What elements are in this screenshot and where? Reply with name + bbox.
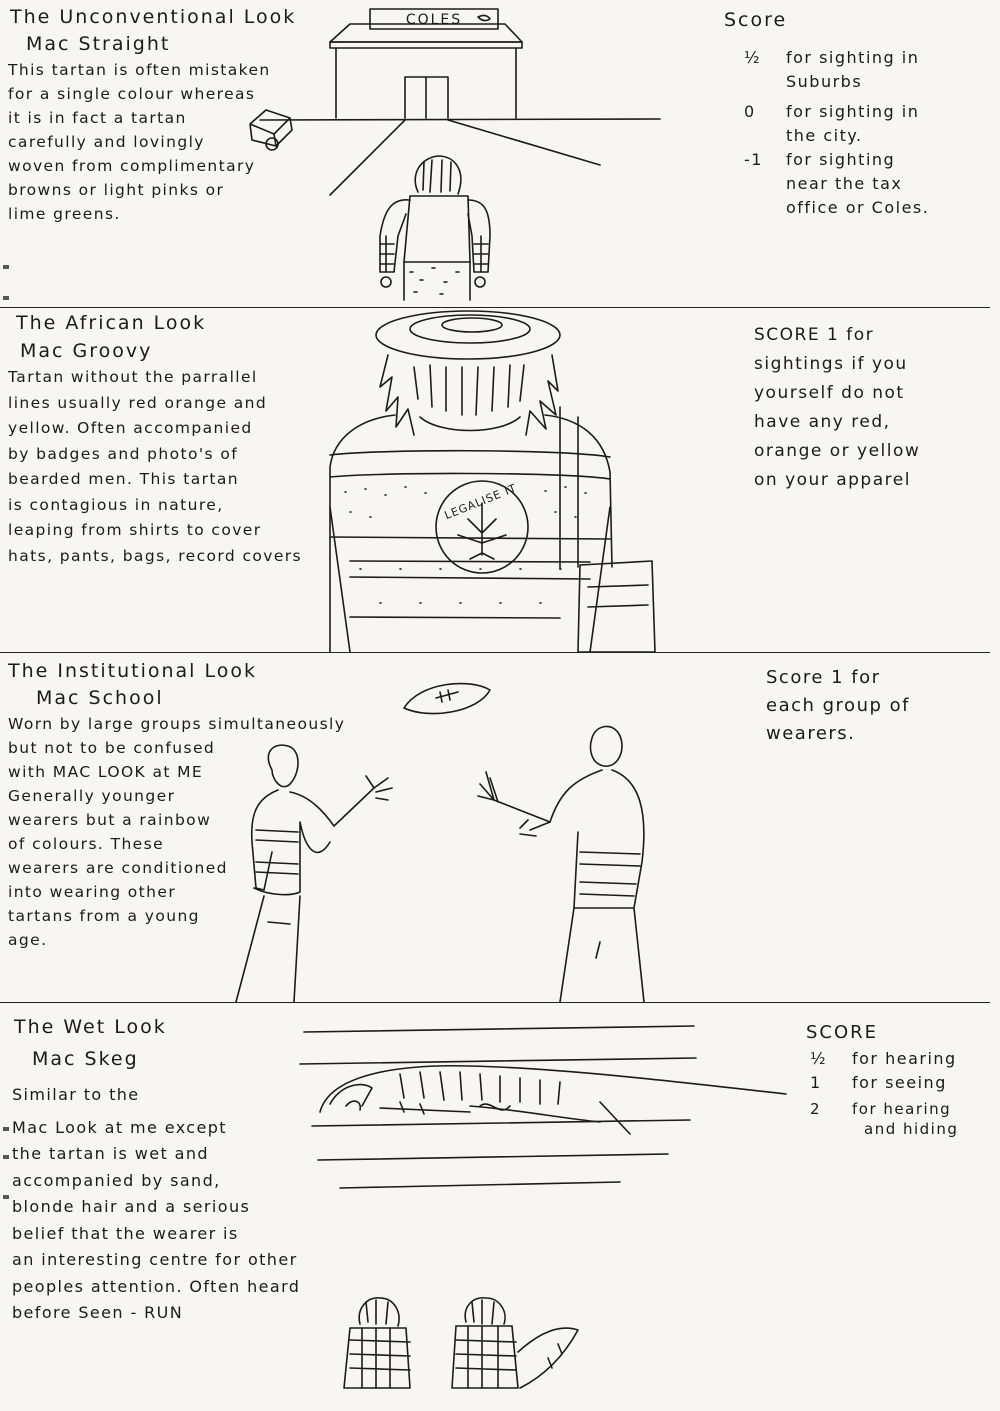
description-line: tartans from a young <box>8 907 200 925</box>
badge-text: LEGALISE IT <box>442 481 519 523</box>
score-text-line: for sighting in <box>786 102 920 121</box>
description-line: into wearing other <box>8 883 177 901</box>
description-line: Similar to the <box>12 1085 140 1104</box>
score-list <box>810 1047 990 1139</box>
panel-subtitle: Mac Groovy <box>20 340 153 362</box>
score-text-line: SCORE 1 for <box>754 325 875 345</box>
score-text-line: each group of <box>766 695 910 716</box>
description-line: wearers are conditioned <box>8 859 228 877</box>
description-line: by badges and photo's of <box>8 444 239 463</box>
description-line: yellow. Often accompanied <box>8 419 253 437</box>
score-list <box>766 664 986 748</box>
score-value: -1 <box>744 150 763 169</box>
score-item <box>744 100 984 148</box>
score-list <box>744 46 984 220</box>
score-text-line: for sighting <box>786 150 896 169</box>
description-line: age. <box>8 931 48 949</box>
score-text-line: sightings if you <box>754 354 908 374</box>
description-line: hats, pants, bags, record covers <box>8 546 303 565</box>
groovy-person-illustration <box>0 307 700 652</box>
panel-title: The Wet Look <box>14 1016 167 1038</box>
score-text-line: and hiding <box>864 1120 959 1138</box>
description-line: the tartan is wet and <box>12 1144 209 1163</box>
description-line: carefully and lovingly <box>8 133 205 151</box>
panel-wet-look <box>0 1002 1000 1411</box>
score-text-line: for hearing <box>852 1100 952 1118</box>
score-value: ½ <box>810 1049 828 1068</box>
score-text-line: orange or yellow <box>754 441 921 461</box>
panel-african-look <box>0 307 1000 652</box>
coles-store-illustration <box>0 0 700 307</box>
score-heading: Score <box>724 9 788 31</box>
description-line: wearers but a rainbow <box>8 811 212 829</box>
description-line: leaping from shirts to cover <box>8 521 262 539</box>
score-item <box>744 46 984 94</box>
score-value: ½ <box>744 48 762 67</box>
score-text-line: Suburbs <box>786 72 863 91</box>
description-line: an interesting centre for other <box>12 1250 298 1269</box>
score-text-line: yourself do not <box>754 383 905 403</box>
description-line: it is in fact a tartan <box>8 109 187 127</box>
panel-subtitle: Mac School <box>36 687 164 709</box>
score-text-line: the city. <box>786 126 863 145</box>
description-line: bearded men. This tartan <box>8 470 239 488</box>
score-item <box>810 1099 990 1139</box>
score-value: 1 <box>810 1073 822 1092</box>
description-line: Mac Look at me except <box>12 1117 227 1137</box>
coles-sign-text: COLES <box>405 12 463 28</box>
description-line: Worn by large groups simultaneously <box>8 715 346 733</box>
panel-title: The African Look <box>16 312 207 334</box>
score-text-line: for seeing <box>852 1073 947 1092</box>
score-text-line: near the tax <box>786 174 903 193</box>
score-item <box>744 148 984 220</box>
score-value: 0 <box>744 102 756 121</box>
score-text-line: on your apparel <box>754 470 911 490</box>
description-line: is contagious in nature, <box>8 495 224 514</box>
description-line: before Seen - RUN <box>12 1303 184 1322</box>
description-line: of colours. These <box>8 835 165 853</box>
score-text-line: Score 1 for <box>766 667 881 688</box>
description-line: but not to be confused <box>8 739 216 757</box>
score-text-line: have any red, <box>754 412 891 432</box>
score-heading: SCORE <box>806 1022 879 1043</box>
score-text-line: office or Coles. <box>786 198 930 217</box>
score-value: 2 <box>810 1100 822 1118</box>
score-text-line: for hearing <box>852 1049 957 1068</box>
score-item <box>810 1047 990 1071</box>
panel-title: The Institutional Look <box>8 660 258 682</box>
score-text-line: wearers. <box>766 723 856 744</box>
description-line: lime greens. <box>8 205 121 223</box>
description-line: woven from complimentary <box>8 157 256 175</box>
description-line: Tartan without the parrallel <box>8 368 258 386</box>
panel-title: The Unconventional Look <box>10 6 297 28</box>
description-line: browns or light pinks or <box>8 181 225 199</box>
description-line: This tartan is often mistaken <box>8 61 271 79</box>
description-line: with MAC LOOK at ME <box>8 763 204 781</box>
score-text-line: for sighting in <box>786 48 920 67</box>
panel-subtitle: Mac Straight <box>26 33 171 55</box>
description-line: Generally younger <box>8 787 176 805</box>
score-item <box>810 1071 990 1095</box>
surf-wave-illustration <box>0 1002 800 1411</box>
description-line: for a single colour whereas <box>8 85 256 103</box>
football-players-illustration <box>0 652 700 1002</box>
description-line: blonde hair and a serious <box>12 1197 251 1216</box>
description-line: accompanied by sand, <box>12 1170 221 1190</box>
panel-subtitle: Mac Skeg <box>32 1048 139 1070</box>
score-list <box>754 321 994 495</box>
description-line: belief that the wearer is <box>12 1223 239 1243</box>
panel-institutional-look <box>0 652 1000 1002</box>
description-line: lines usually red orange and <box>8 393 268 412</box>
panel-unconventional-look <box>0 0 1000 307</box>
description-line: peoples attention. Often heard <box>12 1276 301 1296</box>
